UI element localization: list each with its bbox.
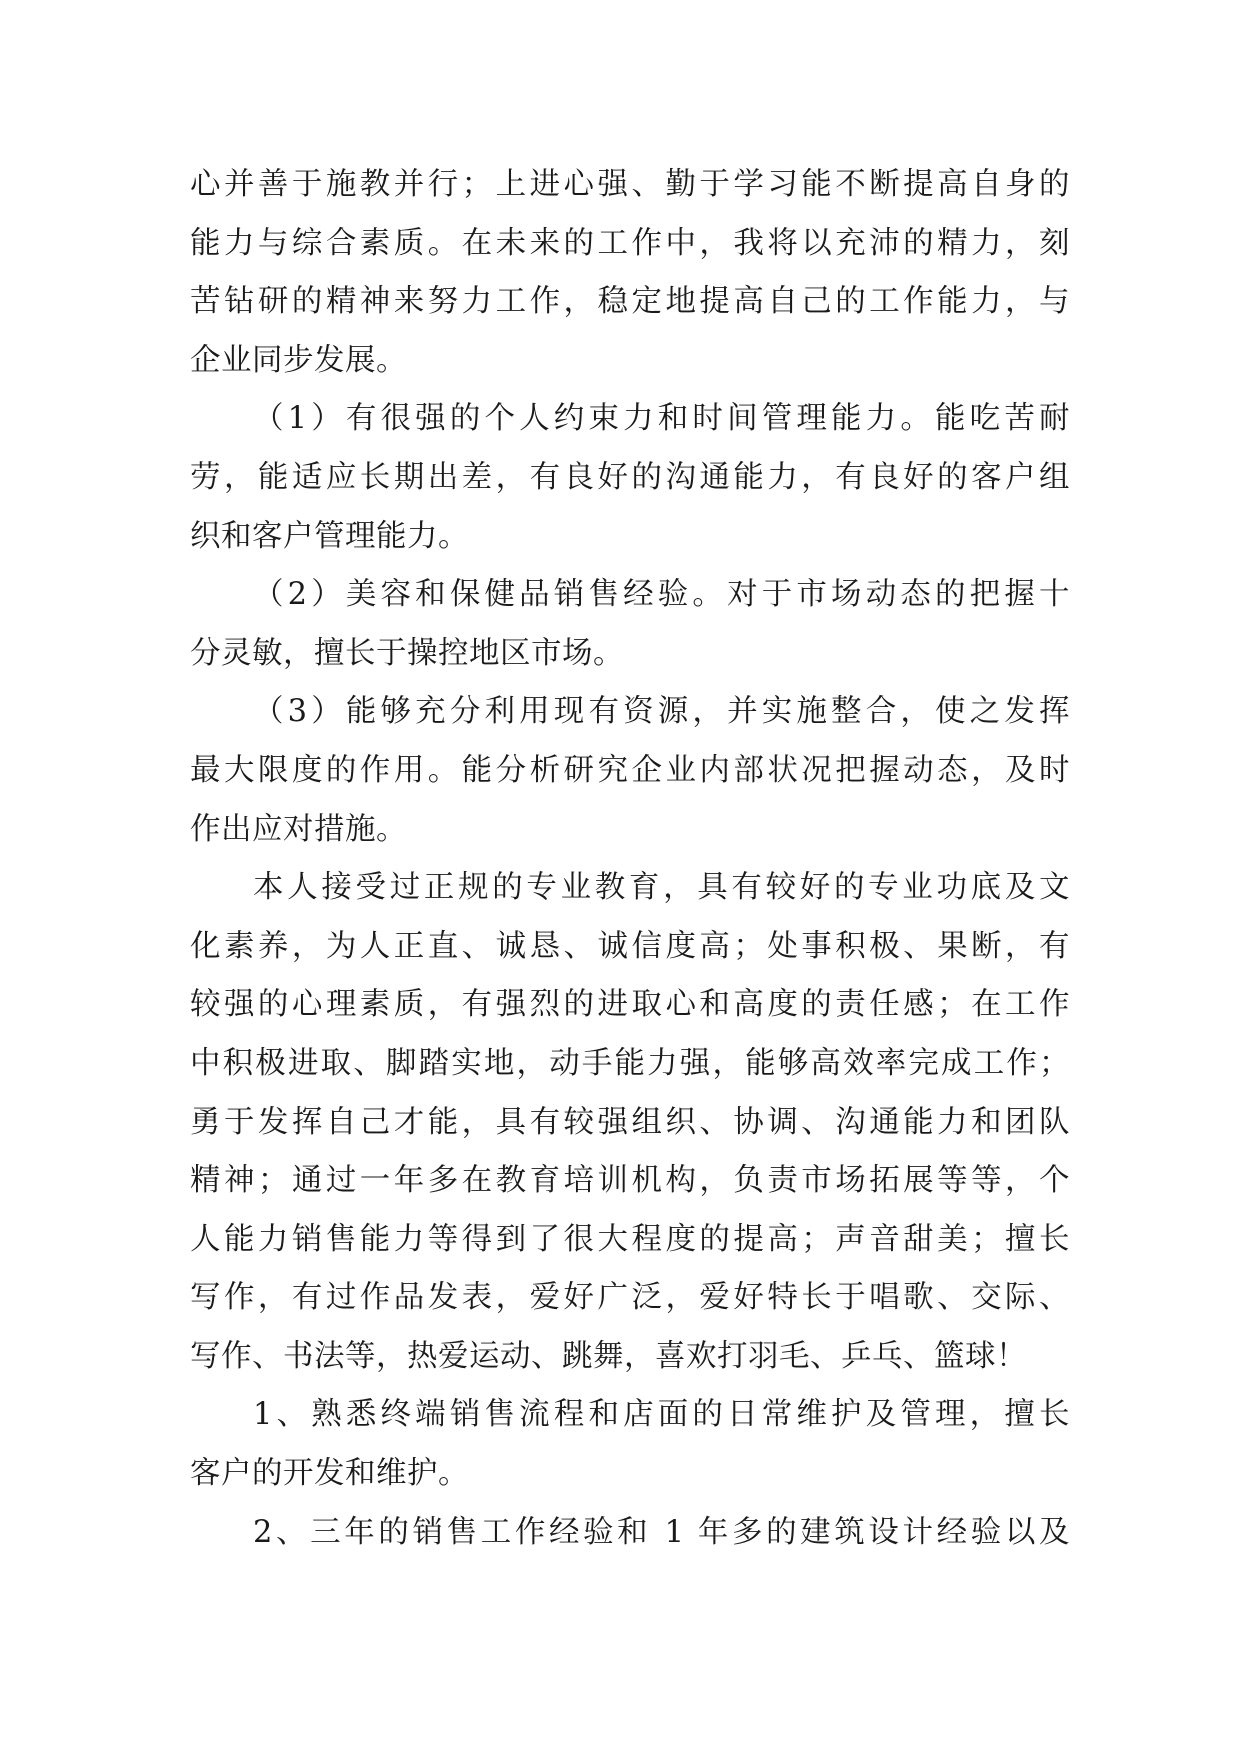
text-line: 写作，有过作品发表，爱好广泛，爱好特长于唱歌、交际、 bbox=[190, 1280, 1070, 1316]
text-line: 苦钻研的精神来努力工作，稳定地提高自己的工作能力，与 bbox=[190, 284, 1070, 320]
paragraph-7 bbox=[190, 1504, 1070, 1563]
text-line: 作出应对措施。 bbox=[190, 811, 407, 847]
text-line: 写作、书法等，热爱运动、跳舞，喜欢打羽毛、乒乓、篮球！ bbox=[190, 1338, 1027, 1374]
text-line: （1）有很强的个人约束力和时间管理能力。能吃苦耐 bbox=[253, 401, 1070, 437]
text-line: 能力与综合素质。在未来的工作中，我将以充沛的精力，刻 bbox=[190, 225, 1070, 261]
paragraph-3 bbox=[190, 566, 1070, 683]
text-line: 织和客户管理能力。 bbox=[190, 518, 469, 554]
text-line: 1、熟悉终端销售流程和店面的日常维护及管理，擅长 bbox=[253, 1397, 1070, 1433]
text-line: 勇于发挥自己才能，具有较强组织、协调、沟通能力和团队 bbox=[190, 1104, 1070, 1140]
text-line: 中积极进取、脚踏实地，动手能力强，能够高效率完成工作； bbox=[190, 1045, 1070, 1081]
text-line: 心并善于施教并行；上进心强、勤于学习能不断提高自身的 bbox=[190, 167, 1070, 202]
text-line: 最大限度的作用。能分析研究企业内部状况把握动态，及时 bbox=[190, 752, 1070, 788]
text-line: 劳，能适应长期出差，有良好的沟通能力，有良好的客户组 bbox=[190, 459, 1070, 495]
paragraph-4 bbox=[190, 683, 1070, 859]
text-line: 本人接受过正规的专业教育，具有较好的专业功底及文 bbox=[253, 870, 1070, 906]
text-line: 化素养，为人正直、诚恳、诚信度高；处事积极、果断，有 bbox=[190, 928, 1070, 964]
text-line: 分灵敏，擅长于操控地区市场。 bbox=[190, 635, 624, 671]
text-line: 客户的开发和维护。 bbox=[190, 1456, 469, 1492]
text-line: 较强的心理素质，有强烈的进取心和高度的责任感；在工作 bbox=[190, 987, 1070, 1023]
paragraph-5 bbox=[190, 859, 1070, 1386]
text-line: （2）美容和保健品销售经验。对于市场动态的把握十 bbox=[253, 577, 1070, 613]
text-line: 精神；通过一年多在教育培训机构，负责市场拓展等等，个 bbox=[190, 1163, 1070, 1199]
paragraph-2 bbox=[190, 390, 1070, 566]
text-line: 企业同步发展。 bbox=[190, 342, 407, 378]
document-body bbox=[190, 156, 1070, 1562]
text-line: 2、三年的销售工作经验和 1 年多的建筑设计经验以及 bbox=[253, 1514, 1070, 1550]
paragraph-1 bbox=[190, 156, 1070, 390]
text-line: 人能力销售能力等得到了很大程度的提高；声音甜美；擅长 bbox=[190, 1221, 1070, 1257]
paragraph-6 bbox=[190, 1386, 1070, 1503]
text-line: （3）能够充分利用现有资源，并实施整合，使之发挥 bbox=[253, 694, 1070, 730]
